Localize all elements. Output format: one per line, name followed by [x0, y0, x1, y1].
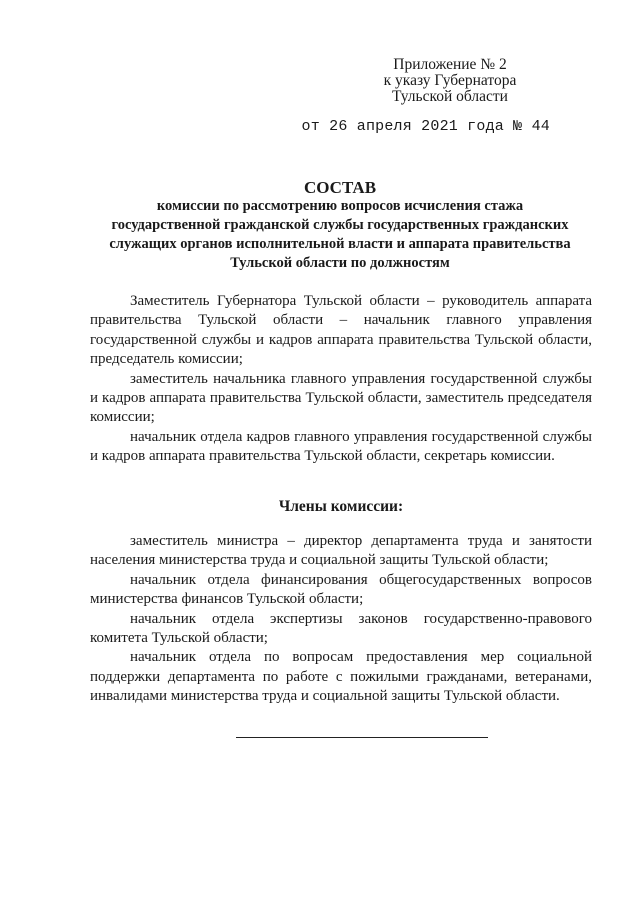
subtitle-line: государственной гражданской службы государственных гражданских: [111, 217, 569, 233]
composition-list: [90, 292, 592, 467]
appendix-number: Приложение № 2: [393, 56, 507, 73]
members-list: [90, 532, 592, 707]
subtitle-line: служащих органов исполнительной власти и аппарата правительства: [109, 236, 571, 252]
appendix-header: [360, 57, 540, 105]
appendix-decree-ref: к указу Губернатора: [383, 72, 517, 89]
composition-item-chair: Заместитель Губернатора Тульской области – руководитель аппарата правительства Тульской области – начальник главного управления государственной службы и кадров аппарата правительства Тульской области, председатель комиссии;: [90, 293, 592, 368]
document-title: СОСТАВ: [303, 178, 377, 197]
end-divider: [236, 737, 488, 738]
member-item: начальник отдела экспертизы законов государственно-правового комитета Тульской области;: [90, 610, 592, 647]
composition-item-deputy-chair: заместитель начальника главного управления государственной службы и кадров аппарата правительства Тульской области, заместитель председателя комиссии;: [90, 370, 592, 426]
composition-item-secretary: начальник отдела кадров главного управления государственной службы и кадров аппарата правительства Тульской области, секретарь комиссии.: [90, 428, 592, 465]
member-item: начальник отдела по вопросам предоставления мер социальной поддержки департамента по работе с пожилыми гражданами, ветеранами, инвалидами министерства труда и социальной защиты Тульской области.: [90, 649, 592, 705]
decree-date-number: от 26 апреля 2021 года № 44: [301, 118, 550, 135]
member-item: начальник отдела финансирования общегосударственных вопросов министерства финансов Тульской области;: [90, 571, 592, 608]
members-heading: Члены комиссии:: [278, 498, 404, 515]
member-item: заместитель министра – директор департамента труда и занятости населения министерства труда и социальной защиты Тульской области;: [90, 533, 592, 569]
appendix-region: Тульской области: [392, 88, 508, 105]
document-subtitle: [90, 197, 590, 273]
subtitle-line: комиссии по рассмотрению вопросов исчисления стажа: [156, 198, 524, 214]
subtitle-line: Тульской области по должностям: [230, 255, 450, 271]
